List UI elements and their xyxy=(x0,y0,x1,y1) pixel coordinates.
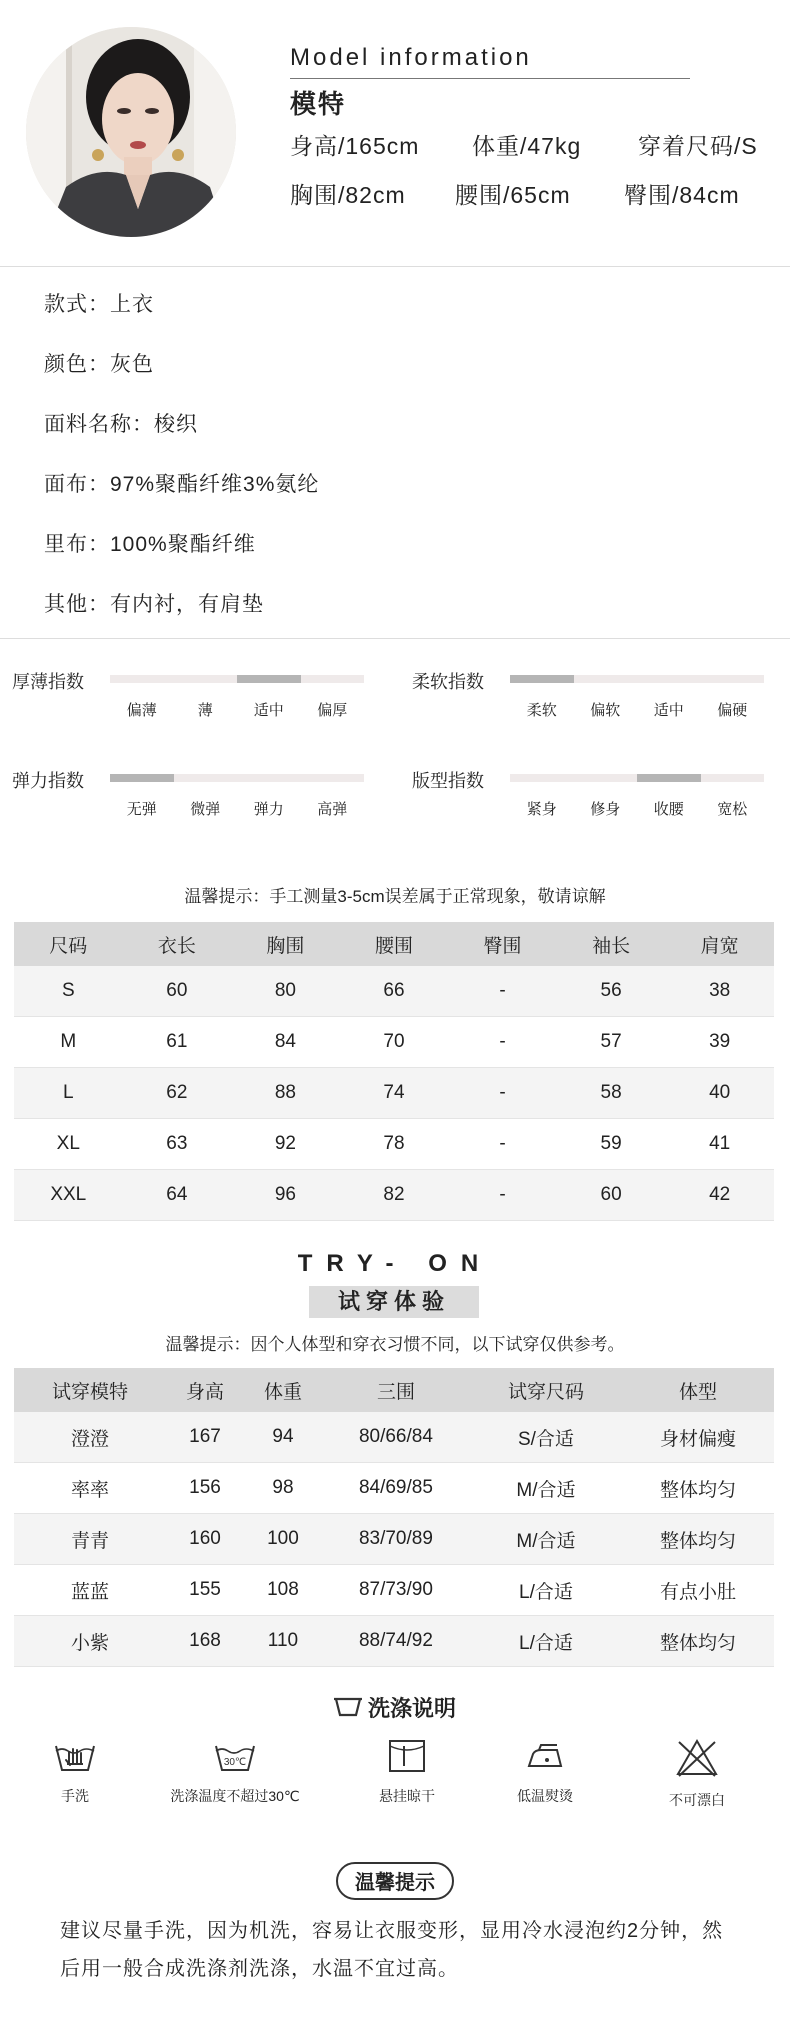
tryon-subtitle: 试穿体验 xyxy=(309,1286,479,1318)
wash-label: 悬挂晾干 xyxy=(379,1788,435,1804)
model-photo xyxy=(26,27,236,237)
wash-30-icon xyxy=(213,1738,257,1774)
table-cell: 60 xyxy=(123,966,232,1017)
table-header-cell: 身高 xyxy=(166,1368,244,1412)
table-cell: 96 xyxy=(231,1170,340,1221)
table-cell: 167 xyxy=(166,1412,244,1463)
table-cell: XL xyxy=(14,1119,123,1170)
model-avatar xyxy=(26,27,236,237)
model-subtitle: 模特 xyxy=(290,89,347,119)
table-cell: 56 xyxy=(557,966,666,1017)
table-cell: - xyxy=(448,1017,557,1068)
index-bar xyxy=(110,774,364,782)
index-label: 收腰 xyxy=(653,801,684,818)
divider xyxy=(0,266,790,267)
table-header-row xyxy=(14,1368,774,1412)
table-cell: 60 xyxy=(557,1170,666,1221)
table-cell: 率率 xyxy=(14,1463,166,1514)
index-label: 偏薄 xyxy=(126,702,157,719)
table-cell: 84/69/85 xyxy=(322,1463,470,1514)
table-cell: 59 xyxy=(557,1119,666,1170)
table-cell: 88 xyxy=(231,1068,340,1119)
index-title: 柔软指数 xyxy=(412,672,484,692)
table-cell: 青青 xyxy=(14,1514,166,1565)
index-label: 高弹 xyxy=(317,801,348,818)
tryon-title: TRY- ON xyxy=(297,1250,493,1277)
table-cell: 66 xyxy=(340,966,449,1017)
table-cell: 84 xyxy=(231,1017,340,1068)
index-label: 偏厚 xyxy=(317,702,348,719)
index-bar xyxy=(510,675,764,683)
table-cell: - xyxy=(448,1068,557,1119)
table-cell: 61 xyxy=(123,1017,232,1068)
table-header-cell: 腰围 xyxy=(340,922,449,966)
index-bar xyxy=(110,675,364,683)
size-tip: 温馨提示：手工测量3-5cm误差属于正常现象，敬请谅解 xyxy=(184,887,606,906)
table-cell: 38 xyxy=(665,966,774,1017)
table-header-cell: 袖长 xyxy=(557,922,666,966)
attr-shell-fabric: 面布：97%聚酯纤维3%氨纶 xyxy=(44,473,320,496)
table-cell: 蓝蓝 xyxy=(14,1565,166,1616)
model-bust: 胸围/82cm xyxy=(290,182,406,208)
index-label: 无弹 xyxy=(126,801,157,818)
table-cell: XXL xyxy=(14,1170,123,1221)
index-bar-fill xyxy=(637,774,701,782)
table-cell: 42 xyxy=(665,1170,774,1221)
attr-lining: 里布：100%聚酯纤维 xyxy=(44,533,256,556)
table-cell: 64 xyxy=(123,1170,232,1221)
wash-temp-text: 30℃ xyxy=(223,1757,247,1768)
no-bleach-icon xyxy=(675,1738,719,1778)
table-cell: 78 xyxy=(340,1119,449,1170)
wash-item-30-degree xyxy=(160,1738,310,1806)
table-cell: - xyxy=(448,966,557,1017)
table-cell: 98 xyxy=(244,1463,322,1514)
table-cell: 有点小肚 xyxy=(622,1565,774,1616)
wash-label: 手洗 xyxy=(61,1788,89,1804)
table-cell: L xyxy=(14,1068,123,1119)
tryon-tip: 温馨提示：因个人体型和穿衣习惯不同，以下试穿仅供参考。 xyxy=(165,1335,625,1354)
table-cell: 83/70/89 xyxy=(322,1514,470,1565)
table-cell: 156 xyxy=(166,1463,244,1514)
index-bar-fill xyxy=(237,675,301,683)
wash-title xyxy=(0,1692,790,1724)
hand-wash-icon xyxy=(53,1738,97,1774)
table-header-cell: 肩宽 xyxy=(665,922,774,966)
wash-label: 低温熨烫 xyxy=(517,1788,573,1804)
table-row xyxy=(14,1463,774,1514)
table-cell: 41 xyxy=(665,1119,774,1170)
index-title: 版型指数 xyxy=(412,771,484,791)
model-weight: 体重/47kg xyxy=(472,133,582,159)
table-cell: 80/66/84 xyxy=(322,1412,470,1463)
table-header-cell: 试穿尺码 xyxy=(470,1368,622,1412)
table-cell: 40 xyxy=(665,1068,774,1119)
table-cell: M xyxy=(14,1017,123,1068)
wash-title-text: 洗涤说明 xyxy=(367,1696,456,1721)
attr-other: 其他：有内衬，有肩垫 xyxy=(44,593,264,616)
attr-fabric-name: 面料名称：梭织 xyxy=(44,413,198,436)
hang-dry-icon xyxy=(387,1738,427,1774)
index-label: 弹力 xyxy=(253,801,284,818)
tips-text: 建议尽量手洗，因为机洗，容易让衣服变形，显用冷水浸泡约2分钟，然后用一般合成洗涤剂洗涤，水温不宜过高。 xyxy=(60,1920,724,1980)
table-cell: L/合适 xyxy=(470,1616,622,1667)
model-size: 穿着尺码/S xyxy=(638,133,758,159)
table-cell: S xyxy=(14,966,123,1017)
table-cell: 168 xyxy=(166,1616,244,1667)
table-header-cell: 体型 xyxy=(622,1368,774,1412)
table-cell: 澄澄 xyxy=(14,1412,166,1463)
table-row xyxy=(14,966,774,1017)
table-row xyxy=(14,1119,774,1170)
index-label: 适中 xyxy=(653,702,684,719)
index-label: 修身 xyxy=(590,801,621,818)
table-cell: 92 xyxy=(231,1119,340,1170)
table-cell: - xyxy=(448,1170,557,1221)
table-cell: 62 xyxy=(123,1068,232,1119)
index-label: 柔软 xyxy=(526,702,557,719)
table-row xyxy=(14,1616,774,1667)
wash-label: 洗涤温度不超过30℃ xyxy=(170,1788,300,1804)
table-cell: 57 xyxy=(557,1017,666,1068)
model-waist: 腰围/65cm xyxy=(455,182,571,208)
model-hip: 臀围/84cm xyxy=(624,182,740,208)
table-cell: 63 xyxy=(123,1119,232,1170)
table-header-cell: 胸围 xyxy=(231,922,340,966)
table-header-cell: 衣长 xyxy=(123,922,232,966)
index-label: 宽松 xyxy=(717,801,748,818)
wash-item-low-iron xyxy=(470,1738,620,1806)
index-label: 偏硬 xyxy=(717,702,748,719)
wash-item-no-bleach xyxy=(622,1738,772,1810)
table-cell: 80 xyxy=(231,966,340,1017)
table-cell: 155 xyxy=(166,1565,244,1616)
index-label: 薄 xyxy=(197,702,213,719)
model-info-title: Model information xyxy=(290,44,532,71)
table-header-cell: 尺码 xyxy=(14,922,123,966)
table-cell: 58 xyxy=(557,1068,666,1119)
index-bar-fill xyxy=(510,675,574,683)
table-header-row xyxy=(14,922,774,966)
table-cell: L/合适 xyxy=(470,1565,622,1616)
wash-item-hang-dry xyxy=(332,1738,482,1806)
index-label: 偏软 xyxy=(590,702,621,719)
table-row xyxy=(14,1068,774,1119)
index-bar-fill xyxy=(110,774,174,782)
index-bar xyxy=(510,774,764,782)
table-header-cell: 试穿模特 xyxy=(14,1368,166,1412)
table-cell: 70 xyxy=(340,1017,449,1068)
index-title: 厚薄指数 xyxy=(12,672,84,692)
table-cell: 108 xyxy=(244,1565,322,1616)
table-row xyxy=(14,1170,774,1221)
table-cell: 94 xyxy=(244,1412,322,1463)
index-label: 紧身 xyxy=(526,801,557,818)
divider xyxy=(0,638,790,639)
table-row xyxy=(14,1514,774,1565)
table-header-cell: 臀围 xyxy=(448,922,557,966)
size-table xyxy=(14,922,774,1221)
title-underline xyxy=(290,78,690,79)
attr-style: 款式：上衣 xyxy=(44,293,154,316)
table-cell: 39 xyxy=(665,1017,774,1068)
table-cell: 87/73/90 xyxy=(322,1565,470,1616)
table-row xyxy=(14,1565,774,1616)
table-row xyxy=(14,1017,774,1068)
table-cell: 82 xyxy=(340,1170,449,1221)
table-cell: 身材偏瘦 xyxy=(622,1412,774,1463)
model-height: 身高/165cm xyxy=(290,133,420,159)
table-cell: 100 xyxy=(244,1514,322,1565)
table-cell: 小紫 xyxy=(14,1616,166,1667)
table-cell: M/合适 xyxy=(470,1463,622,1514)
table-cell: - xyxy=(448,1119,557,1170)
tips-badge: 温馨提示 xyxy=(336,1862,454,1900)
wash-basin-icon xyxy=(334,1696,362,1724)
index-title: 弹力指数 xyxy=(12,771,84,791)
table-cell: 74 xyxy=(340,1068,449,1119)
table-header-cell: 体重 xyxy=(244,1368,322,1412)
table-cell: 88/74/92 xyxy=(322,1616,470,1667)
wash-item-hand-wash xyxy=(0,1738,150,1806)
table-row xyxy=(14,1412,774,1463)
table-cell: M/合适 xyxy=(470,1514,622,1565)
table-cell: 整体均匀 xyxy=(622,1616,774,1667)
table-cell: 整体均匀 xyxy=(622,1463,774,1514)
table-cell: 160 xyxy=(166,1514,244,1565)
low-iron-icon xyxy=(523,1738,567,1774)
attr-color: 颜色：灰色 xyxy=(44,353,154,376)
tryon-table xyxy=(14,1368,774,1667)
table-cell: 整体均匀 xyxy=(622,1514,774,1565)
table-header-cell: 三围 xyxy=(322,1368,470,1412)
wash-label: 不可漂白 xyxy=(669,1792,725,1808)
table-cell: S/合适 xyxy=(470,1412,622,1463)
table-cell: 110 xyxy=(244,1616,322,1667)
index-label: 微弹 xyxy=(190,801,221,818)
index-label: 适中 xyxy=(253,702,284,719)
